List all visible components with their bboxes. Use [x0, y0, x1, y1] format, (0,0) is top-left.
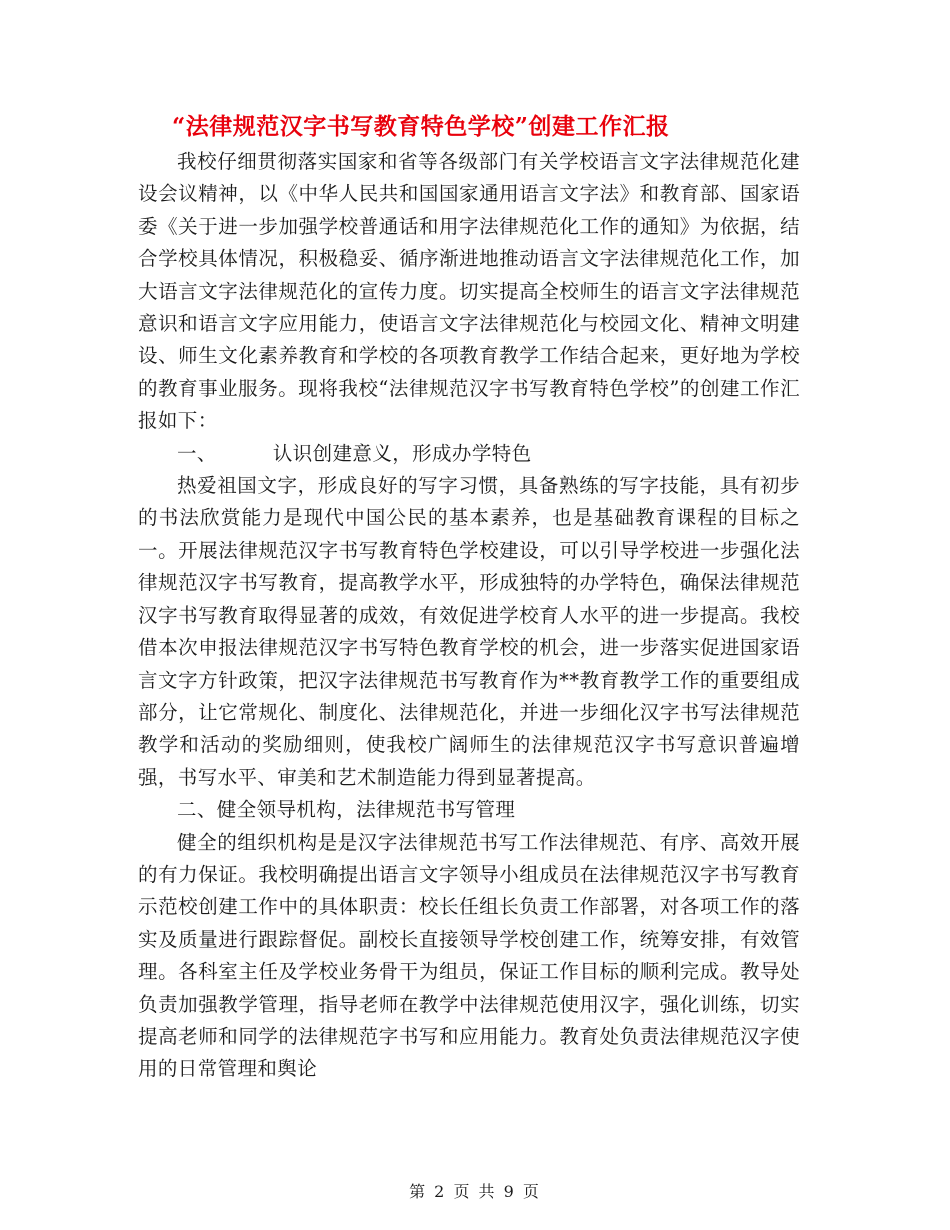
document-title: “法律规范汉字书写教育特色学校”创建工作汇报	[172, 113, 670, 140]
section-1-number: 一、	[177, 441, 217, 465]
intro-paragraph: 我校仔细贯彻落实国家和省等各级部门有关学校语言文字法律规范化建设会议精神，以《中华人民共和国国家通用语言文字法》和教育部、国家语委《关于进一步加强学校普通话和用字法律规范化工作的通知》为依据，结合学校具体情况，积极稳妥、循序渐进地推动语言文字法律规范化工作，加大语言文字法律规范化的宣传力度。切实提高全校师生的语言文字法律规范意识和语言文字应用能力，使语言文字法律规范化与校园文化、精神文明建设、师生文化素养教育和学校的各项教育教学工作结合起来，更好地为学校的教育事业服务。现将我校“法律规范汉字书写教育特色学校”的创建工作汇报如下：	[138, 150, 800, 433]
section-1-heading	[138, 438, 800, 470]
section-2-body: 健全的组织机构是是汉字法律规范书写工作法律规范、有序、高效开展的有力保证。我校明确提出语言文字领导小组成员在法律规范汉字书写教育示范校创建工作中的具体职责：校长任组长负责工作部署，对各项工作的落实及质量进行跟踪督促。副校长直接领导学校创建工作，统筹安排，有效管理。各科室主任及学校业务骨干为组员，保证工作目标的顺利完成。教导处负责加强教学管理，指导老师在教学中法律规范使用汉字，强化训练，切实提高老师和同学的法律规范字书写和应用能力。教育处负责法律规范汉字使用的日常管理和舆论	[138, 830, 800, 1081]
section-2-heading: 二、健全领导机构，法律规范书写管理	[177, 798, 516, 822]
document-page	[138, 108, 800, 1086]
section-1-title: 认识创建意义，形成办学特色	[272, 441, 532, 465]
section-1-body: 热爱祖国文字，形成良好的写字习惯，具备熟练的写字技能，具有初步的书法欣赏能力是现代中国公民的基本素养，也是基础教育课程的目标之一。开展法律规范汉字书写教育特色学校建设，可以引导学校进一步强化法律规范汉字书写教育，提高教学水平，形成独特的办学特色，确保法律规范汉字书写教育取得显著的成效，有效促进学校育人水平的进一步提高。我校借本次申报法律规范汉字书写特色教育学校的机会，进一步落实促进国家语言文字方针政策，把汉字法律规范书写教育作为**教育教学工作的重要组成部分，让它常规化、制度化、法律规范化，并进一步细化汉字书写法律规范教学和活动的奖励细则，使我校广阔师生的法律规范汉字书写意识普遍增强，书写水平、审美和艺术制造能力得到显著提高。	[138, 474, 800, 789]
page-number-footer: 第 2 页 共 9 页	[409, 1182, 541, 1201]
